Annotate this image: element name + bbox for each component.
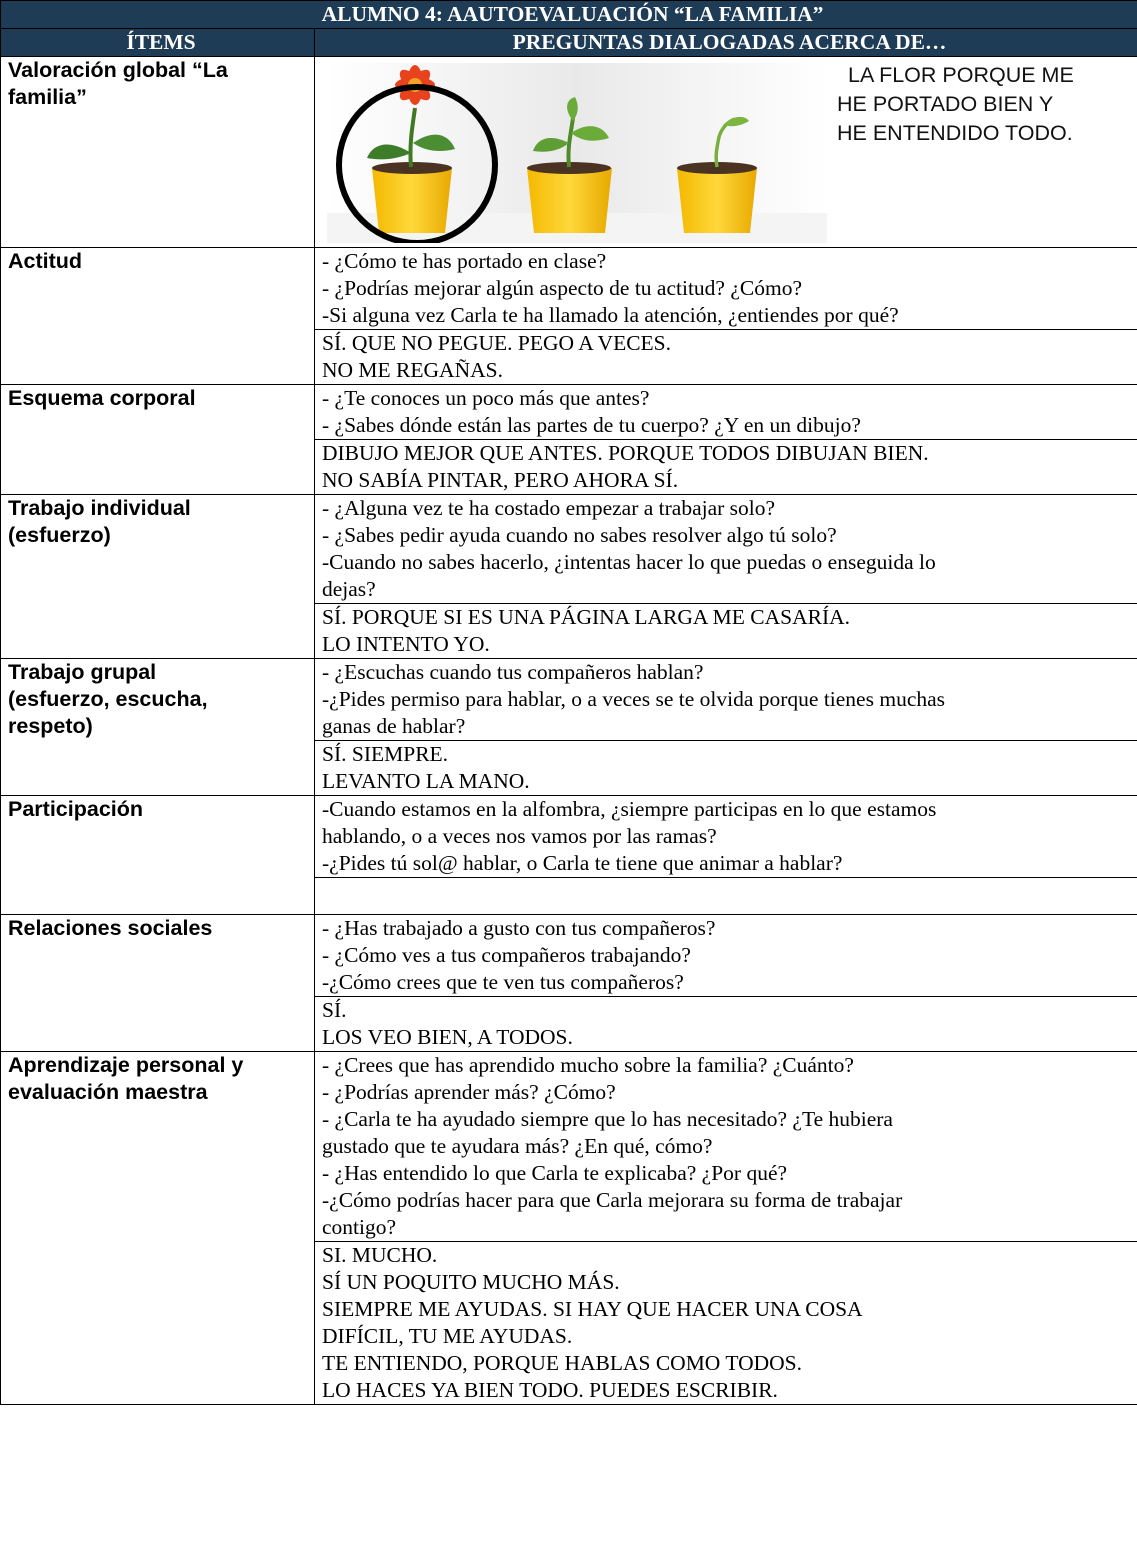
table-row	[1, 659, 1137, 741]
questions-cell	[315, 796, 1137, 878]
question-line: - ¿Crees que has aprendido mucho sobre la familia? ¿Cuánto?	[322, 1053, 854, 1077]
plant-pots-image	[327, 63, 827, 243]
item-cell	[1, 248, 315, 385]
questions-cell	[315, 495, 1137, 604]
answer-line: LA FLOR PORQUE ME	[848, 63, 1074, 87]
item-line: (esfuerzo, escucha,	[8, 687, 208, 711]
answer-line: LO HACES YA BIEN TODO. PUEDES ESCRIBIR.	[322, 1378, 778, 1402]
question-line: - ¿Has trabajado a gusto con tus compañeros?	[322, 916, 716, 940]
question-line: - ¿Escuchas cuando tus compañeros hablan?	[322, 660, 704, 684]
table-row	[1, 796, 1137, 878]
answer-line: NO ME REGAÑAS.	[322, 358, 503, 382]
answer-line: NO SABÍA PINTAR, PERO AHORA SÍ.	[322, 468, 679, 492]
answer-cell	[315, 741, 1137, 796]
questions-cell	[315, 248, 1137, 330]
global-item-cell	[1, 57, 315, 248]
table-row	[1, 1052, 1137, 1242]
question-line: ganas de hablar?	[322, 714, 466, 738]
question-line: - ¿Podrías aprender más? ¿Cómo?	[322, 1080, 616, 1104]
answer-cell	[315, 878, 1137, 915]
question-line: -Cuando estamos en la alfombra, ¿siempre participas en lo que estamos	[322, 797, 937, 821]
answer-line: TE ENTIENDO, PORQUE HABLAS COMO TODOS.	[322, 1351, 802, 1375]
answer-line: SÍ. QUE NO PEGUE. PEGO A VECES.	[322, 331, 672, 355]
question-line: - ¿Te conoces un poco más que antes?	[322, 386, 650, 410]
title-row	[1, 1, 1137, 29]
answer-line: LOS VEO BIEN, A TODOS.	[322, 1025, 573, 1049]
answer-line: SÍ UN POQUITO MUCHO MÁS.	[322, 1270, 620, 1294]
answer-line: LEVANTO LA MANO.	[322, 769, 530, 793]
item-line: (esfuerzo)	[8, 523, 111, 547]
table-row	[1, 915, 1137, 997]
item-line: Relaciones sociales	[8, 916, 213, 940]
item-line: Aprendizaje personal y	[8, 1053, 244, 1077]
question-line: hablando, o a veces nos vamos por las ramas?	[322, 824, 717, 848]
question-line: - ¿Cómo te has portado en clase?	[322, 249, 607, 273]
question-line: -Cuando no sabes hacerlo, ¿intentas hacer lo que puedas o enseguida lo	[322, 550, 936, 574]
question-line: - ¿Carla te ha ayudado siempre que lo has necesitado? ¿Te hubiera	[322, 1107, 893, 1131]
global-row	[1, 57, 1137, 248]
questions-column-header: PREGUNTAS DIALOGADAS ACERCA DE…	[315, 29, 1137, 57]
column-header-row	[1, 29, 1137, 57]
answer-line: HE ENTENDIDO TODO.	[837, 121, 1073, 145]
question-line: contigo?	[322, 1215, 397, 1239]
questions-cell	[315, 385, 1137, 440]
table-row	[1, 495, 1137, 604]
item-line: familia”	[8, 85, 87, 109]
answer-line: SÍ.	[322, 998, 347, 1022]
question-line: - ¿Alguna vez te ha costado empezar a trabajar solo?	[322, 496, 776, 520]
answer-line: SIEMPRE ME AYUDAS. SI HAY QUE HACER UNA COSA	[322, 1297, 863, 1321]
question-line: -¿Cómo podrías hacer para que Carla mejorara su forma de trabajar	[322, 1188, 903, 1212]
answer-cell	[315, 330, 1137, 385]
answer-line: LO INTENTO YO.	[322, 632, 490, 656]
question-line: -Si alguna vez Carla te ha llamado la atención, ¿entiendes por qué?	[322, 303, 899, 327]
table-row	[1, 248, 1137, 330]
question-line: - ¿Has entendido lo que Carla te explicaba? ¿Por qué?	[322, 1161, 788, 1185]
questions-cell	[315, 659, 1137, 741]
item-cell	[1, 915, 315, 1052]
item-cell	[1, 659, 315, 796]
answer-line: SÍ. PORQUE SI ES UNA PÁGINA LARGA ME CASARÍA.	[322, 605, 851, 629]
question-line: - ¿Sabes dónde están las partes de tu cuerpo? ¿Y en un dibujo?	[322, 413, 861, 437]
answer-line: SI. MUCHO.	[322, 1243, 438, 1267]
question-line: - ¿Sabes pedir ayuda cuando no sabes resolver algo tú solo?	[322, 523, 837, 547]
item-line: Trabajo individual	[8, 496, 191, 520]
item-line: evaluación maestra	[8, 1080, 208, 1104]
item-line: Esquema corporal	[8, 386, 196, 410]
item-line: respeto)	[8, 714, 93, 738]
item-line: Participación	[8, 797, 144, 821]
question-line: gustado que te ayudara más? ¿En qué, cómo?	[322, 1134, 713, 1158]
item-line: Trabajo grupal	[8, 660, 157, 684]
answer-line: DIBUJO MEJOR QUE ANTES. PORQUE TODOS DIBUJAN BIEN.	[322, 441, 929, 465]
answer-cell	[315, 997, 1137, 1052]
item-line: Valoración global “La	[8, 58, 228, 82]
answer-line: DIFÍCIL, TU ME AYUDAS.	[322, 1324, 573, 1348]
questions-cell	[315, 915, 1137, 997]
items-column-header: ÍTEMS	[1, 29, 315, 57]
question-line: -¿Pides tú sol@ hablar, o Carla te tiene que animar a hablar?	[322, 851, 843, 875]
question-line: -¿Pides permiso para hablar, o a veces se te olvida porque tienes muchas	[322, 687, 946, 711]
question-line: - ¿Cómo ves a tus compañeros trabajando?	[322, 943, 691, 967]
question-line: dejas?	[322, 577, 376, 601]
item-cell	[1, 385, 315, 495]
item-line: Actitud	[8, 249, 83, 273]
table-title: ALUMNO 4: AAUTOEVALUACIÓN “LA FAMILIA”	[1, 1, 1137, 29]
answer-cell	[315, 440, 1137, 495]
answer-cell	[315, 604, 1137, 659]
item-cell	[1, 1052, 315, 1405]
questions-cell	[315, 1052, 1137, 1242]
item-cell	[1, 495, 315, 659]
global-image-cell	[315, 57, 1137, 248]
answer-line: SÍ. SIEMPRE.	[322, 742, 449, 766]
answer-cell	[315, 1242, 1137, 1405]
item-cell	[1, 796, 315, 915]
question-line: - ¿Podrías mejorar algún aspecto de tu actitud? ¿Cómo?	[322, 276, 803, 300]
table-row	[1, 385, 1137, 440]
question-line: -¿Cómo crees que te ven tus compañeros?	[322, 970, 684, 994]
global-answer	[833, 61, 1133, 148]
answer-line: HE PORTADO BIEN Y	[837, 92, 1054, 116]
